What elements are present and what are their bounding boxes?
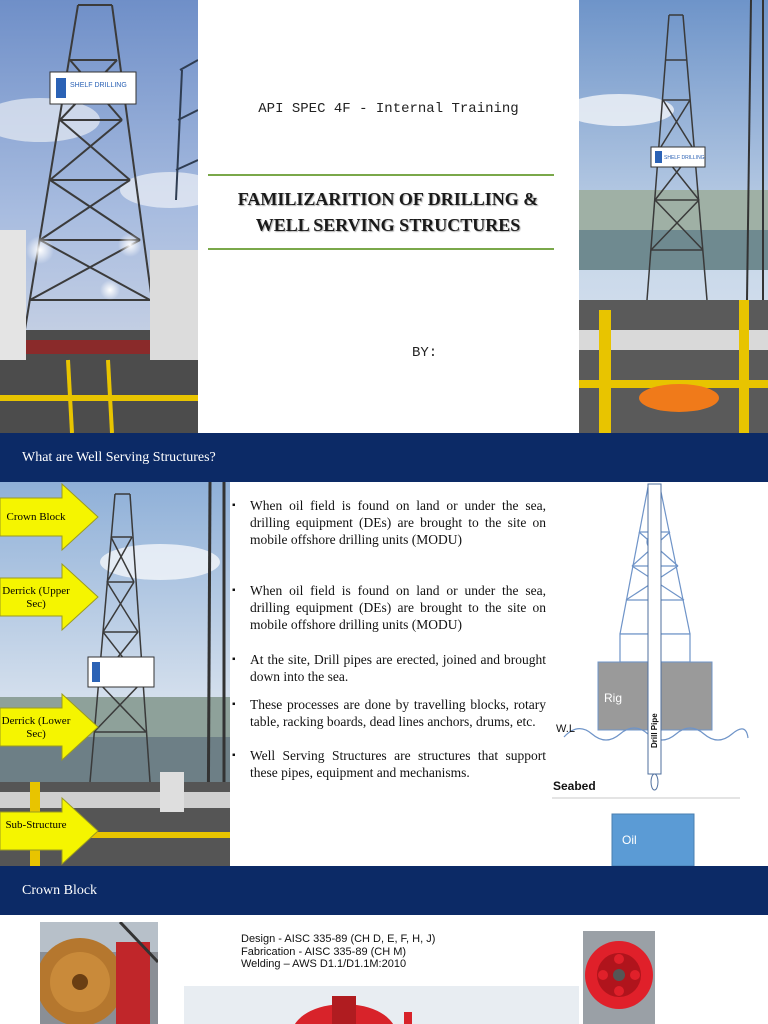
author-label: BY: bbox=[412, 345, 438, 361]
water-line-label: W.L bbox=[556, 723, 575, 735]
training-subtitle: API SPEC 4F - Internal Training bbox=[258, 101, 519, 117]
specification-list bbox=[241, 933, 435, 971]
bullet-icon: ▪ bbox=[232, 654, 236, 665]
callout-crown-block bbox=[0, 482, 100, 552]
bullet-icon: ▪ bbox=[232, 699, 236, 710]
well-diagram bbox=[548, 482, 768, 866]
crown-block-photo-left bbox=[40, 922, 158, 1024]
spec-design: Design - AISC 335-89 (CH D, E, F, H, J) bbox=[241, 933, 436, 945]
callout-label-sub-structure: Sub-Structure bbox=[5, 819, 67, 831]
oil-label: Oil bbox=[622, 833, 637, 847]
callout-derrick-lower bbox=[0, 692, 100, 762]
title-line-1: FAMILIZARITION OF DRILLING & bbox=[237, 189, 539, 209]
rig-sign-left: SHELF DRILLING bbox=[70, 82, 127, 89]
crown-block-photo-right bbox=[583, 931, 655, 1024]
bullet-icon: ▪ bbox=[232, 585, 236, 596]
spec-fabrication: Fabrication - AISC 335-89 (CH M) bbox=[241, 945, 407, 958]
divider-top bbox=[208, 174, 554, 176]
callout-label-derrick-lower: Derrick (Lower Sec) bbox=[1, 715, 71, 740]
presentation-title bbox=[208, 186, 568, 238]
spec-welding: Welding – AWS D1.1/D1.1M:2010 bbox=[241, 958, 407, 970]
section-heading: What are Well Serving Structures? bbox=[22, 450, 216, 465]
callout-label-crown-block: Crown Block bbox=[6, 511, 66, 523]
rig-photo-left bbox=[0, 0, 198, 433]
rig-label: Rig bbox=[604, 691, 623, 705]
bullet-icon: ▪ bbox=[232, 750, 236, 761]
callout-sub-structure bbox=[0, 796, 100, 866]
divider-bottom bbox=[208, 248, 554, 250]
bullet-icon: ▪ bbox=[232, 500, 236, 511]
crown-block-banner bbox=[0, 866, 768, 915]
callout-label-derrick-upper: Derrick (Upper Sec) bbox=[2, 585, 70, 610]
section-banner bbox=[0, 433, 768, 482]
rig-sign-right: SHELF DRILLING bbox=[664, 155, 705, 161]
seabed-label: Seabed bbox=[553, 779, 596, 793]
title-line-2: WELL SERVING STRUCTURES bbox=[255, 215, 521, 235]
rig-photo-right bbox=[579, 0, 768, 433]
crown-block-heading: Crown Block bbox=[22, 883, 98, 898]
drill-pipe-label: Drill Pipe bbox=[650, 713, 659, 748]
crown-block-photo-bottom bbox=[184, 986, 579, 1024]
rig-labeled-photo bbox=[0, 482, 230, 866]
callout-derrick-upper bbox=[0, 562, 100, 632]
title-slide bbox=[0, 0, 768, 433]
